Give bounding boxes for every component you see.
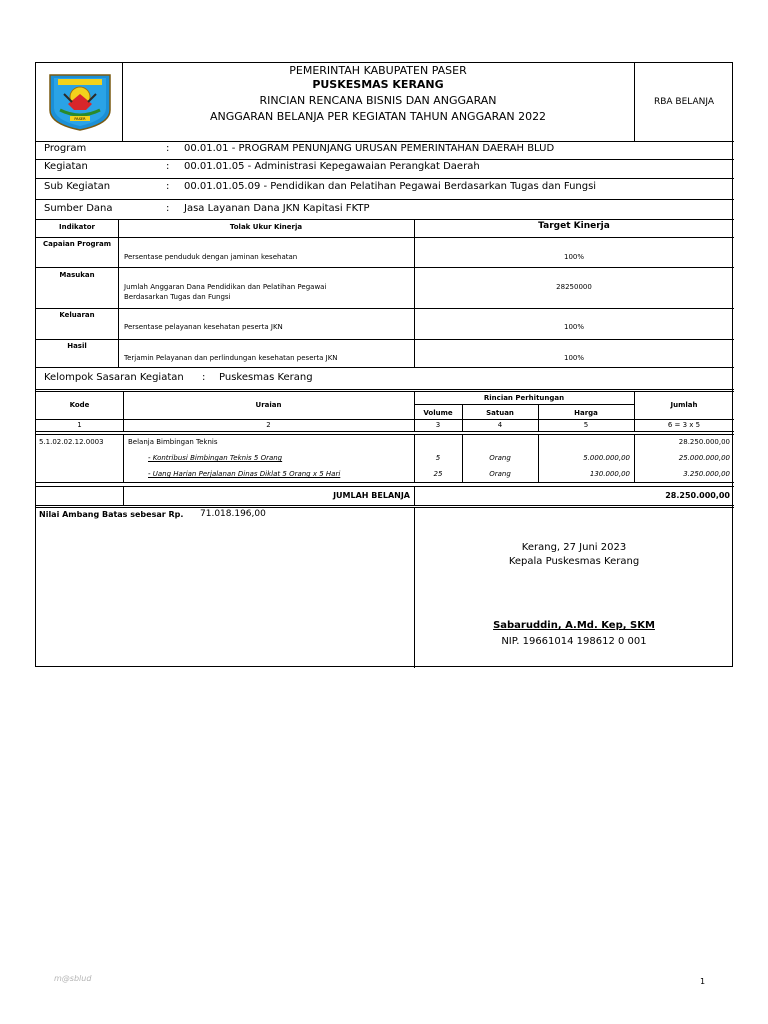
- kode-cell: 5.1.02.02.12.0003: [39, 438, 104, 446]
- kegiatan-label: Kegiatan: [44, 161, 88, 172]
- kegiatan-colon: :: [166, 161, 170, 172]
- program-colon: :: [166, 143, 170, 154]
- signer-nip: NIP. 19661014 198612 0 001: [501, 636, 647, 647]
- satuan-cell: Orang: [489, 470, 511, 478]
- kode-col-header: Kode: [69, 401, 90, 409]
- tolak-ukur-text-line2: Berdasarkan Tugas dan Fungsi: [124, 293, 231, 301]
- total-value: 28.250.000,00: [665, 491, 730, 500]
- col-num-jumlah: 6 = 3 x 5: [667, 421, 701, 429]
- target-col-header: Target Kinerja: [538, 221, 610, 231]
- uraian-cell: - Uang Harian Perjalanan Dinas Diklat 5 Orang x 5 Hari: [148, 470, 341, 478]
- target-value: 100%: [563, 323, 584, 331]
- subkegiatan-value: 00.01.01.05.09 - Pendidikan dan Pelatihan Pegawai Berdasarkan Tugas dan Fungsi: [184, 181, 597, 192]
- indikator-label: Capaian Program: [42, 240, 111, 248]
- volume-col-header: Volume: [423, 409, 453, 417]
- volume-cell: 25: [433, 470, 443, 478]
- tolak-ukur-text: Persentase pelayanan kesehatan peserta JKN: [124, 323, 283, 331]
- indikator-label: Hasil: [67, 342, 87, 350]
- col-num-harga: 5: [583, 421, 589, 429]
- tolak-ukur-text: Persentase penduduk dengan jaminan kesehatan: [124, 253, 298, 261]
- page-number: 1: [700, 977, 706, 986]
- header-institution: PUSKESMAS KERANG: [312, 78, 444, 91]
- indikator-label: Masukan: [59, 271, 95, 279]
- tolak-ukur-text: Terjamin Pelayanan dan perlindungan kesehatan peserta JKN: [124, 354, 338, 362]
- rba-document: [35, 62, 733, 667]
- target-value: 100%: [563, 253, 584, 261]
- subkegiatan-label: Sub Kegiatan: [44, 181, 111, 192]
- uraian-cell: Belanja Bimbingan Teknis: [128, 438, 218, 446]
- watermark-text: m@sblud: [54, 974, 92, 983]
- uraian-col-header: Uraian: [255, 401, 282, 409]
- program-value: 00.01.01 - PROGRAM PENUNJANG URUSAN PEMERINTAHAN DAERAH BLUD: [184, 143, 555, 154]
- svg-text:PASER: PASER: [74, 117, 86, 121]
- col-num-kode: 1: [77, 421, 82, 429]
- doc-type-label: RBA BELANJA: [653, 97, 715, 107]
- regency-logo: [46, 72, 114, 132]
- harga-cell: 130.000,00: [589, 470, 630, 478]
- sign-place-date: Kerang, 27 Juni 2023: [521, 542, 627, 553]
- satuan-col-header: Satuan: [486, 409, 514, 417]
- subkegiatan-colon: :: [166, 181, 170, 192]
- col-num-volume: 3: [435, 421, 441, 429]
- rincian-col-header: Rincian Perhitungan: [483, 394, 565, 402]
- sumberdana-label: Sumber Dana: [44, 203, 113, 214]
- harga-cell: 5.000.000,00: [583, 454, 630, 462]
- satuan-cell: Orang: [489, 454, 511, 462]
- jumlah-cell: 3.250.000,00: [683, 470, 730, 478]
- sign-position: Kepala Puskesmas Kerang: [508, 556, 640, 567]
- nilai-ambang-value: 71.018.196,00: [200, 509, 266, 519]
- header-government: PEMERINTAH KABUPATEN PASER: [289, 64, 467, 77]
- program-label: Program: [44, 143, 87, 154]
- header-title: RINCIAN RENCANA BISNIS DAN ANGGARAN: [259, 94, 497, 107]
- target-value: 28250000: [556, 283, 592, 291]
- tolak-ukur-text: Jumlah Anggaran Dana Pendidikan dan Pelatihan Pegawai: [124, 283, 327, 291]
- signer-name: Sabaruddin, A.Md. Kep, SKM: [493, 620, 655, 631]
- target-value: 100%: [563, 354, 584, 362]
- jumlah-col-header: Jumlah: [670, 401, 698, 409]
- jumlah-cell: 25.000.000,00: [678, 454, 730, 462]
- sasaran-label: Kelompok Sasaran Kegiatan: [44, 372, 184, 383]
- kegiatan-value: 00.01.01.05 - Administrasi Kepegawaian Perangkat Daerah: [184, 161, 480, 172]
- tolak-col-header: Tolak Ukur Kinerja: [229, 223, 303, 231]
- jumlah-cell: 28.250.000,00: [678, 438, 730, 446]
- col-num-uraian: 2: [266, 421, 271, 429]
- volume-cell: 5: [435, 454, 441, 462]
- total-label: JUMLAH BELANJA: [333, 491, 410, 500]
- sumberdana-colon: :: [166, 203, 170, 214]
- sasaran-value: Puskesmas Kerang: [219, 372, 313, 383]
- sasaran-colon: :: [202, 372, 206, 383]
- harga-col-header: Harga: [574, 409, 598, 417]
- sumberdana-value: Jasa Layanan Dana JKN Kapitasi FKTP: [184, 203, 370, 214]
- nilai-ambang-label: Nilai Ambang Batas sebesar Rp.: [39, 510, 184, 519]
- header-subtitle: ANGGARAN BELANJA PER KEGIATAN TAHUN ANGGARAN 2022: [209, 110, 547, 123]
- col-num-satuan: 4: [497, 421, 503, 429]
- paser-emblem-icon: [46, 72, 114, 132]
- indikator-col-header: Indikator: [59, 223, 95, 231]
- uraian-cell: - Kontribusi Bimbingan Teknis 5 Orang: [148, 454, 283, 462]
- indikator-label: Keluaran: [59, 311, 95, 319]
